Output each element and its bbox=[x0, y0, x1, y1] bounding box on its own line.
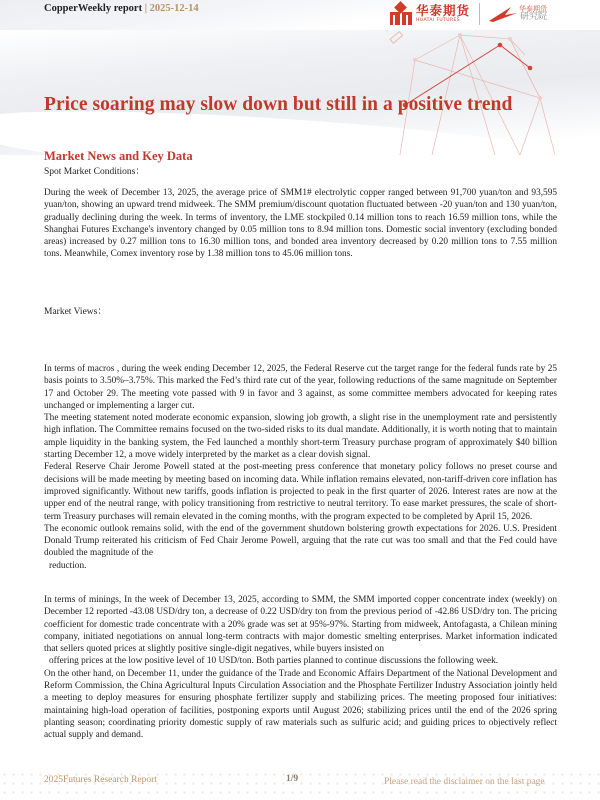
logo-cn-text: 华泰期货 bbox=[416, 2, 471, 18]
page-number: 1/9 bbox=[286, 774, 299, 784]
market-views-label: Market Views： bbox=[44, 307, 107, 317]
logo-divider bbox=[479, 3, 480, 25]
document-title: Price soaring may slow down but still in a positive trend bbox=[44, 94, 513, 115]
disclaimer-note: Please read the disclaimer on the last page bbox=[384, 777, 545, 787]
mining-paragraph-1-tail: offering prices at the low positive level of 10 USD/ton. Both parties planned to continue discussions the following week. bbox=[49, 656, 499, 667]
macro-paragraph-4: The economic outlook remains solid, with the end of the government shutdown bolstering growth expectations for 2026. U.S. President Donald Trump reiterated his criticism of Fed Chair Jerome Powell, arguing that the rate cut was too small and that the Fed could have doubled the magnitude of the bbox=[44, 523, 557, 559]
huatai-logo bbox=[390, 1, 547, 27]
report-separator: | bbox=[142, 3, 150, 14]
footer-report-label: 2025Futures Research Report bbox=[44, 775, 157, 785]
institute-logo-icon bbox=[489, 5, 517, 23]
spot-market-label: Spot Market Conditions： bbox=[44, 167, 145, 177]
spot-market-paragraph: During the week of December 13, 2025, the average price of SMM1# electrolytic copper ranged between 91,700 yuan/ton and 93,595 yuan/ton, showing an upward trend midweek. The SMM premium/discount quotation fluctuated between -20 yuan/ton and 130 yuan/ton, gradually declining during the week. In terms of inventory, the LME stockpiled 0.14 million tons to reach 16.59 million tons, while the Shanghai Futures Exchange's inventory changed by 0.05 million tons to 8.94 million tons. Domestic social inventory (excluding bonded areas) increased by 0.27 million tons to 16.30 million tons, and bonded area inventory decreased by 0.20 million tons to 7.55 million tons. Meanwhile, Comex inventory rose by 1.38 million tons to 45.06 million tons. bbox=[44, 188, 557, 260]
institute-cn-line1: 华泰期货 bbox=[519, 4, 548, 13]
institute-cn-line2: 研究院 bbox=[520, 11, 548, 22]
page-footer bbox=[0, 770, 600, 800]
report-name: CopperWeekly report bbox=[44, 3, 143, 14]
network-graphic-icon bbox=[380, 30, 580, 155]
title-banner bbox=[0, 30, 600, 155]
page-header bbox=[0, 0, 600, 32]
mining-paragraph-1: In terms of minings, In the week of December 13, 2025, according to SMM, the SMM imported copper concentrate index (weekly) on December 12 reported -43.08 USD/dry ton, a decrease of 0.22 USD/dry ton from the previous period of -42.86 USD/dry ton. The pricing coefficient for domestic trade concentrate with a 20% grade was set at 95%-97%. Starting from midweek, Antofagasta, a Chilean mining company, initiated negotiations on annual long-term contracts with major domestic smelting enterprises. Market information indicated that sellers quoted prices at slightly positive single-digit negatives, while buyers insisted on bbox=[44, 595, 557, 655]
spot-market-section bbox=[44, 187, 557, 261]
logo-en-text: HUATAI FUTURES bbox=[416, 18, 460, 23]
section-heading: Market News and Key Data bbox=[44, 149, 193, 163]
report-label bbox=[44, 3, 199, 14]
macro-paragraph-2: The meeting statement noted moderate economic expansion, slowing job growth, a slight rise in the unemployment rate and persistently high inflation. The Committee remains focused on the two-sided risks to its dual mandate. Additionally, it is worth noting that to maintain ample liquidity in the banking system, the Fed launched a monthly short-term Treasury purchase program of approximately $40 billion starting December 12, a move widely interpreted by the market as a clear dovish signal. bbox=[44, 413, 557, 461]
mining-section bbox=[44, 594, 557, 742]
macro-section bbox=[44, 363, 557, 572]
macro-paragraph-1: In terms of macros , during the week ending December 12, 2025, the Federal Reserve cut the target range for the federal funds rate by 25 basis points to 3.50%–3.75%. This marked the Fed’s third rate cut of the year, following reductions of the same magnitude on September 17 and October 29. The meeting vote passed with 9 in favor and 3 against, as some committee members advocated for keeping rates unchanged or implementing a larger cut. bbox=[44, 364, 557, 411]
report-date: 2025-12-14 bbox=[149, 3, 199, 14]
macro-paragraph-4-tail: reduction. bbox=[49, 560, 87, 571]
macro-paragraph-3: Federal Reserve Chair Jerome Powell stated at the post-meeting press conference that monetary policy follows no preset course and decisions will be made meeting by meeting based on incoming data. While inflation remains elevated, non-tariff-driven core inflation has improved significantly. Without new tariffs, goods inflation is projected to peak in the first quarter of 2026. Interest rates are now at the upper end of the neutral range, with policy transitioning from restrictive to neutral territory. To ease market pressures, the scale of short-term Treasury purchases will remain elevated in the coming months, with the program expected to be completed by April 15, 2026. bbox=[44, 462, 557, 522]
mining-paragraph-2: On the other hand, on December 11, under the guidance of the Trade and Economic Affairs Department of the National Development and Reform Commission, the China Agricultural Inputs Circulation Association and the Phosphate Fertilizer Industry Association jointly held a meeting to deploy measures for ensuring phosphate fertilizer supply and stabilizing prices. The meeting proposed four initiatives: maintaining high-load operation of facilities, postponing exports until August 2026; stabilizing prices until the end of the 2026 spring planting season; coordinating priority domestic supply of raw materials such as sulfuric acid; and guiding prices to objectively reflect actual supply and demand. bbox=[44, 668, 557, 741]
huatai-logo-icon bbox=[390, 3, 412, 25]
